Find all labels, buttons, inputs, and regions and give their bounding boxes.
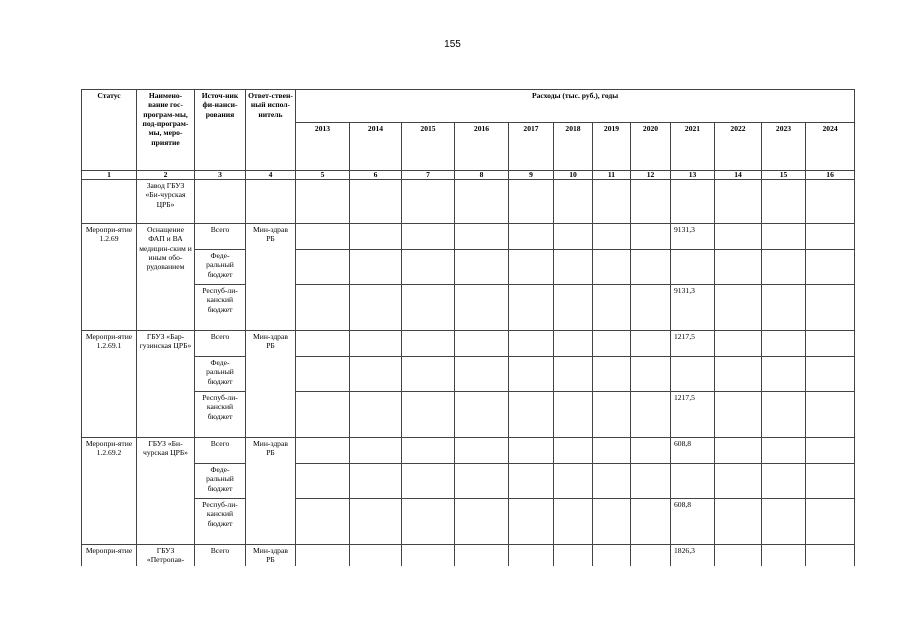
data-cell: [631, 180, 671, 224]
year-value: [715, 357, 762, 392]
year-value: [671, 357, 715, 392]
year-value: [296, 224, 350, 250]
year-value: [402, 285, 455, 331]
column-number: 1: [82, 171, 137, 180]
event-status: Меропри-ятие 1.2.69: [82, 224, 137, 331]
year-value: [631, 464, 671, 499]
column-number: 10: [554, 171, 593, 180]
year-value: [715, 438, 762, 464]
data-cell: [554, 180, 593, 224]
data-cell: [402, 180, 455, 224]
event-status: Меропри-ятие: [82, 545, 137, 570]
year-value: [593, 438, 631, 464]
column-number-row: [82, 171, 855, 180]
table-row: [82, 464, 855, 499]
year-value: [509, 250, 554, 285]
column-number: 7: [402, 171, 455, 180]
year-value: [509, 499, 554, 545]
year-value: [455, 331, 509, 357]
year-value: [402, 464, 455, 499]
year-value: [593, 250, 631, 285]
year-value: [715, 392, 762, 438]
year-value: [554, 250, 593, 285]
year-value: [593, 357, 631, 392]
year-value: [350, 224, 402, 250]
year-value: [402, 392, 455, 438]
year-value: [715, 250, 762, 285]
funding-source: Всего: [195, 545, 246, 570]
year-value: [806, 285, 855, 331]
funding-source: Феде-ральный бюджет: [195, 250, 246, 285]
funding-source: Феде-ральный бюджет: [195, 464, 246, 499]
year-value: [631, 250, 671, 285]
year-value: [554, 224, 593, 250]
table-row: [82, 285, 855, 331]
event-status: Меропри-ятие 1.2.69.1: [82, 331, 137, 438]
column-number: 15: [762, 171, 806, 180]
year-value: [509, 438, 554, 464]
table-row: [82, 331, 855, 357]
header-executor: Ответ-ствен-ный испол-нитель: [246, 90, 296, 171]
data-cell: [715, 180, 762, 224]
year-value: [296, 357, 350, 392]
table-row: [82, 250, 855, 285]
year-value: [350, 357, 402, 392]
event-executor: Мин-здрав РБ: [246, 331, 296, 438]
year-value: [350, 464, 402, 499]
column-number: 9: [509, 171, 554, 180]
event-name: ГБУЗ «Би-чурская ЦРБ»: [137, 438, 195, 545]
data-cell: [296, 180, 350, 224]
year-value: [554, 285, 593, 331]
header-year: 2024: [806, 123, 855, 171]
column-number: 11: [593, 171, 631, 180]
year-value: [296, 464, 350, 499]
funding-source: Респуб-ли-канский бюджет: [195, 285, 246, 331]
year-value: [509, 464, 554, 499]
year-value: [762, 357, 806, 392]
year-value: [296, 438, 350, 464]
year-value: [631, 357, 671, 392]
year-value: [715, 285, 762, 331]
year-value: [455, 250, 509, 285]
funding-source: Всего: [195, 438, 246, 464]
column-number: 6: [350, 171, 402, 180]
year-value: 9131,3: [671, 224, 715, 250]
header-year: 2022: [715, 123, 762, 171]
table-row: [82, 392, 855, 438]
year-value: [762, 285, 806, 331]
year-value: [350, 285, 402, 331]
year-value: [593, 331, 631, 357]
year-value: [631, 224, 671, 250]
year-value: [554, 392, 593, 438]
year-value: [762, 392, 806, 438]
year-value: [296, 331, 350, 357]
year-value: [762, 464, 806, 499]
funding-source: Феде-ральный бюджет: [195, 357, 246, 392]
event-executor: Мин-здрав РБ: [246, 224, 296, 331]
year-value: [593, 499, 631, 545]
year-value: [350, 438, 402, 464]
header-year: 2016: [455, 123, 509, 171]
funding-source: Всего: [195, 331, 246, 357]
year-value: [296, 285, 350, 331]
header-source: Источ-ник фи-нанси-рования: [195, 90, 246, 171]
year-value: [593, 392, 631, 438]
header-year: 2015: [402, 123, 455, 171]
year-value: [455, 392, 509, 438]
year-value: [806, 499, 855, 545]
status-cell: [82, 180, 137, 224]
header-status: Статус: [82, 90, 137, 171]
year-value: [762, 331, 806, 357]
year-value: [762, 250, 806, 285]
year-value: [631, 331, 671, 357]
year-value: [631, 499, 671, 545]
year-value: [671, 464, 715, 499]
year-value: 608,8: [671, 438, 715, 464]
year-value: 9131,3: [671, 285, 715, 331]
year-value: [509, 331, 554, 357]
table-row: [82, 224, 855, 250]
data-cell: [671, 180, 715, 224]
year-value: [455, 224, 509, 250]
year-value: [554, 464, 593, 499]
data-cell: [509, 180, 554, 224]
header-year: 2019: [593, 123, 631, 171]
data-cell: [455, 180, 509, 224]
column-number: 13: [671, 171, 715, 180]
year-value: [455, 464, 509, 499]
header-year: 2018: [554, 123, 593, 171]
year-value: 608,8: [671, 499, 715, 545]
year-value: [554, 438, 593, 464]
year-value: [402, 438, 455, 464]
year-value: 1826,3: [671, 545, 715, 570]
table-row: [82, 438, 855, 464]
header-year: 2014: [350, 123, 402, 171]
data-cell: [806, 180, 855, 224]
table-body: [82, 180, 855, 570]
table-row: [82, 180, 855, 224]
year-value: 1217,5: [671, 392, 715, 438]
header-year: 2017: [509, 123, 554, 171]
year-value: [350, 499, 402, 545]
column-number: 16: [806, 171, 855, 180]
column-number: 3: [195, 171, 246, 180]
name-cell: Завод ГБУЗ «Би-чурская ЦРБ»: [137, 180, 195, 224]
year-value: [350, 392, 402, 438]
data-cell: [593, 180, 631, 224]
page-bottom-margin: [0, 566, 905, 640]
year-value: [715, 331, 762, 357]
year-value: [402, 357, 455, 392]
column-number: 8: [455, 171, 509, 180]
header-year: 2020: [631, 123, 671, 171]
year-value: [806, 357, 855, 392]
year-value: 1217,5: [671, 331, 715, 357]
column-number: 14: [715, 171, 762, 180]
data-cell: [762, 180, 806, 224]
year-value: [350, 331, 402, 357]
year-value: [296, 499, 350, 545]
header-year: 2021: [671, 123, 715, 171]
funding-source: Респуб-ли-канский бюджет: [195, 499, 246, 545]
column-number: 12: [631, 171, 671, 180]
year-value: [554, 499, 593, 545]
year-value: [455, 285, 509, 331]
year-value: [715, 499, 762, 545]
year-value: [593, 285, 631, 331]
year-value: [593, 464, 631, 499]
year-value: [806, 438, 855, 464]
data-cell: [195, 180, 246, 224]
year-value: [296, 392, 350, 438]
year-value: [509, 392, 554, 438]
year-value: [554, 331, 593, 357]
year-value: [762, 438, 806, 464]
year-value: [806, 224, 855, 250]
year-value: [455, 357, 509, 392]
data-cell: [350, 180, 402, 224]
table-row: [82, 499, 855, 545]
year-value: [455, 499, 509, 545]
year-value: [296, 250, 350, 285]
budget-table: [81, 89, 855, 570]
year-value: [806, 250, 855, 285]
year-value: [715, 464, 762, 499]
column-number: 4: [246, 171, 296, 180]
year-value: [715, 224, 762, 250]
header-year: 2023: [762, 123, 806, 171]
column-number: 5: [296, 171, 350, 180]
header-expenses: Расходы (тыс. руб.), годы: [296, 90, 855, 123]
year-value: [509, 285, 554, 331]
event-name: ГБУЗ «Петропав-: [137, 545, 195, 570]
column-number: 2: [137, 171, 195, 180]
header-name: Наимено-вание гос-програм-мы, под-програм-мы, меро-приятие: [137, 90, 195, 171]
year-value: [806, 392, 855, 438]
event-executor: Мин-здрав РБ: [246, 545, 296, 570]
event-executor: Мин-здрав РБ: [246, 438, 296, 545]
funding-source: Респуб-ли-канский бюджет: [195, 392, 246, 438]
year-value: [554, 357, 593, 392]
year-value: [593, 224, 631, 250]
year-value: [402, 499, 455, 545]
year-value: [671, 250, 715, 285]
page-number: 155: [444, 39, 461, 50]
event-name: Оснащение ФАП и ВА медицин-ским и иным обо-рудованием: [137, 224, 195, 331]
header-year: 2013: [296, 123, 350, 171]
year-value: [806, 331, 855, 357]
year-value: [631, 438, 671, 464]
year-value: [402, 250, 455, 285]
year-value: [402, 224, 455, 250]
year-value: [402, 331, 455, 357]
event-status: Меропри-ятие 1.2.69.2: [82, 438, 137, 545]
year-value: [509, 224, 554, 250]
year-value: [509, 357, 554, 392]
table-row: [82, 357, 855, 392]
year-value: [455, 438, 509, 464]
event-name: ГБУЗ «Бар-гузинская ЦРБ»: [137, 331, 195, 438]
year-value: [631, 392, 671, 438]
year-value: [762, 499, 806, 545]
funding-source: Всего: [195, 224, 246, 250]
year-value: [762, 224, 806, 250]
year-value: [631, 285, 671, 331]
year-value: [806, 464, 855, 499]
year-value: [350, 250, 402, 285]
data-cell: [246, 180, 296, 224]
